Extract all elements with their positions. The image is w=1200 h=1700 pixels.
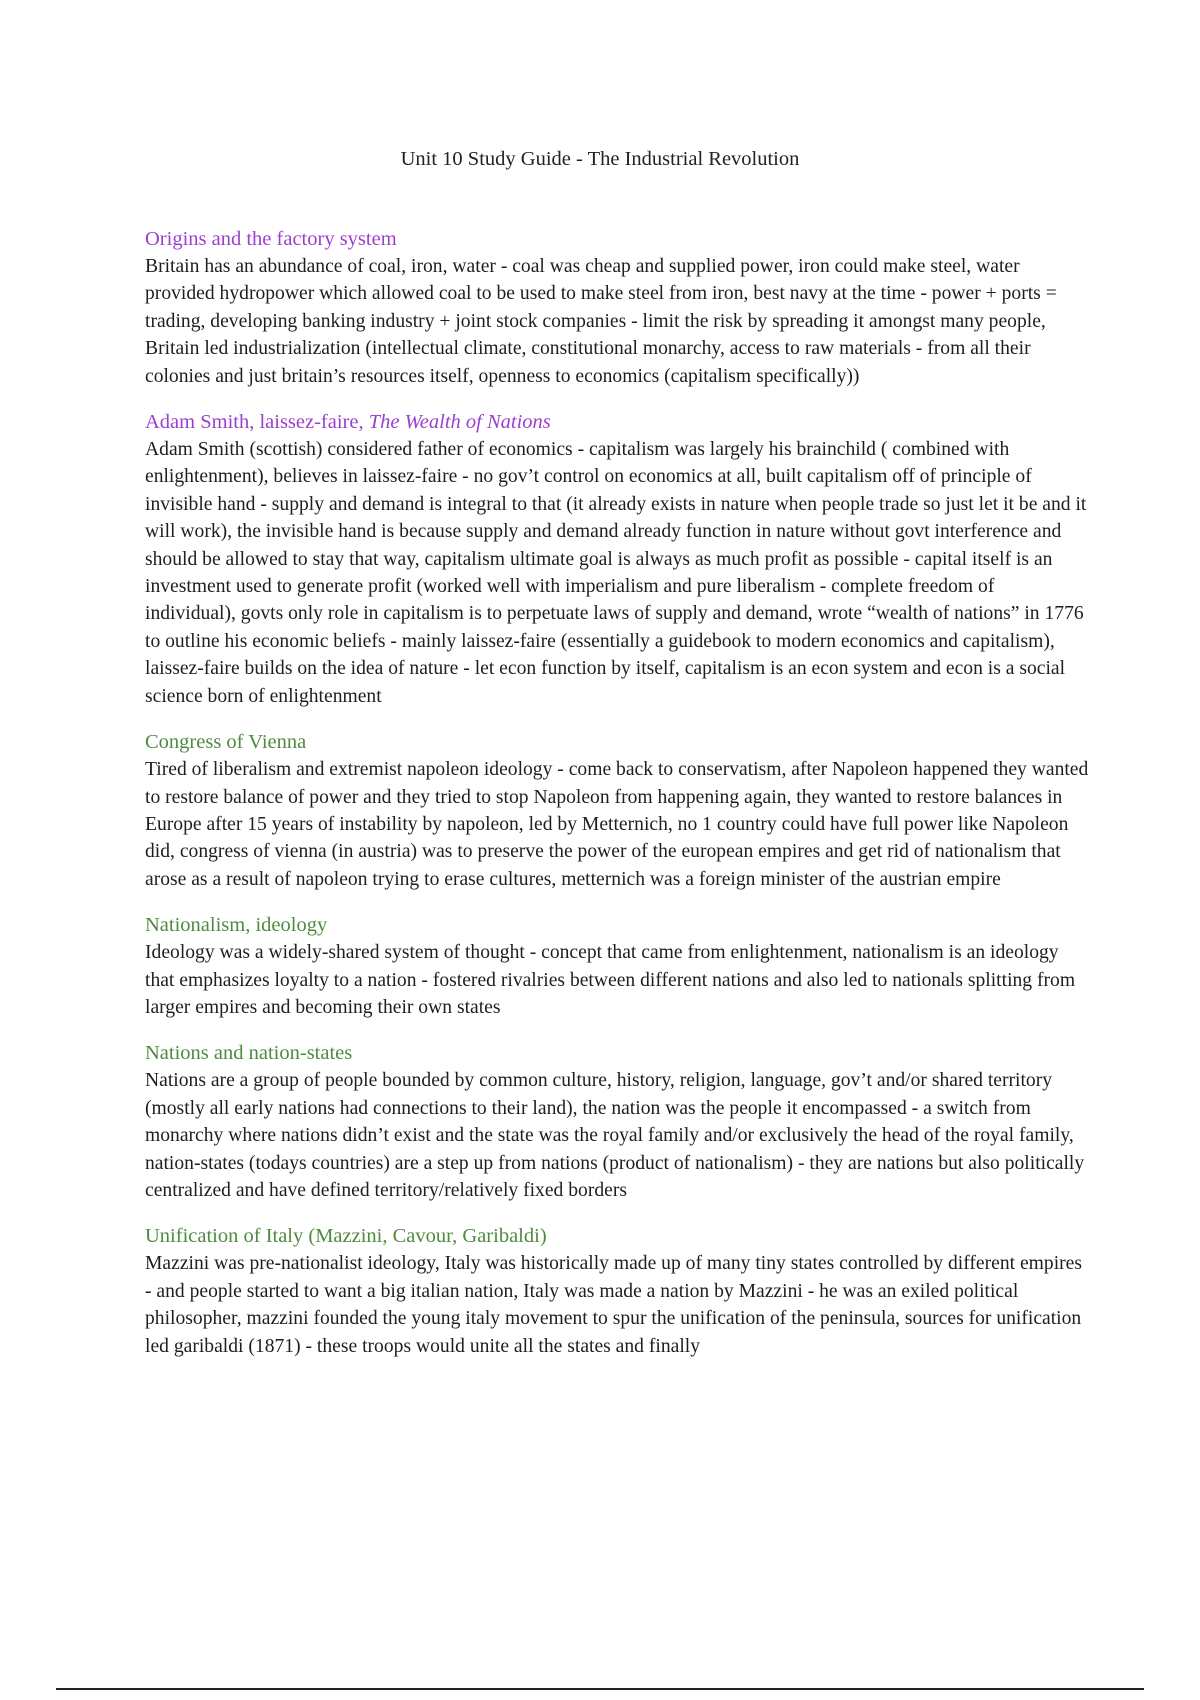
section-nationalism-ideology (145, 912, 1090, 1021)
section-heading: Unification of Italy (Mazzini, Cavour, Garibaldi) (145, 1225, 547, 1248)
section-body: Mazzini was pre-nationalist ideology, Italy was historically made up of many tiny states controlled by different empires - and people started to want a big italian nation, Italy was made a nation by Mazzini - he was an exiled political philosopher, mazzini founded the young italy movement to spur the unification of the peninsula, sources for unification led garibaldi (1871) - these troops would unite all the states and finally (145, 1253, 1082, 1357)
section-heading-text: Adam Smith, laissez-faire, (145, 411, 369, 434)
section-congress-of-vienna (145, 729, 1090, 893)
section-unification-of-italy (145, 1223, 1090, 1360)
document-body (145, 226, 1090, 1379)
section-body: Ideology was a widely-shared system of thought - concept that came from enlightenment, nationalism is an ideology that emphasizes loyalty to a nation - fostered rivalries between different nations and also led to nationals splitting from larger empires and becoming their own states (145, 942, 1076, 1018)
section-adam-smith (145, 409, 1090, 710)
section-body: Nations are a group of people bounded by common culture, history, religion, language, gov’t and/or shared territory (mostly all early nations had connections to their land), the nation was the people it encompassed - a switch from monarchy where nations didn’t exist and the state was the royal family and/or exclusively the head of the royal family, nation-states (todays countries) are a step up from nations (product of nationalism) - they are nations but also politically centralized and have defined territory/relatively fixed borders (145, 1070, 1085, 1201)
section-heading: Congress of Vienna (145, 731, 307, 754)
section-nations-nation-states (145, 1040, 1090, 1204)
page-bottom-divider (56, 1688, 1144, 1690)
section-heading: Origins and the factory system (145, 228, 397, 250)
section-heading-book-title: The Wealth of Nations (368, 411, 551, 434)
section-origins-factory-system (145, 226, 1090, 390)
section-heading: Nationalism, ideology (145, 914, 328, 937)
section-heading (145, 409, 1090, 436)
section-body: Tired of liberalism and extremist napoleon ideology - come back to conservatism, after Napoleon happened they wanted to restore balance of power and they tried to stop Napoleon from happening again, they wanted to restore balances in Europe after 15 years of instability by napoleon, led by Metternich, no 1 country could have full power like Napoleon did, congress of vienna (in austria) was to preserve the power of the european empires and get rid of nationalism that arose as a result of napoleon trying to erase cultures, metternich was a foreign minister of the austrian empire (145, 759, 1089, 890)
section-body: Adam Smith (scottish) considered father of economics - capitalism was largely his brainchild ( combined with enlightenment), believes in laissez-faire - no gov’t control on economics at all, built capitalism off of principle of invisible hand - supply and demand is integral to that (it already exists in nature when people trade so just let it be and it will work), the invisible hand is because supply and demand already function in nature without govt interference and should be allowed to stay that way, capitalism ultimate goal is always as much profit as possible - capital itself is an investment used to generate profit (worked well with imperialism and pure liberalism - complete freedom of individual), govts only role in capitalism is to perpetuate laws of supply and demand, wrote “wealth of nations” in 1776 to outline his economic beliefs - mainly laissez-faire (essentially a guidebook to modern economics and capitalism), laissez-faire builds on the idea of nature - let econ function by itself, capitalism is an econ system and econ is a social science born of enlightenment (145, 439, 1087, 707)
section-heading: Nations and nation-states (145, 1042, 353, 1065)
document-title: Unit 10 Study Guide - The Industrial Revolution (400, 148, 800, 170)
section-body: Britain has an abundance of coal, iron, water - coal was cheap and supplied power, iron could make steel, water provided hydropower which allowed coal to be used to make steel from iron, best navy at the time - power + ports = trading, developing banking industry + joint stock companies - limit the risk by spreading it amongst many people, Britain led industrialization (intellectual climate, constitutional monarchy, access to raw materials - from all their colonies and just britain’s resources itself, openness to economics (capitalism specifically)) (145, 256, 1057, 387)
